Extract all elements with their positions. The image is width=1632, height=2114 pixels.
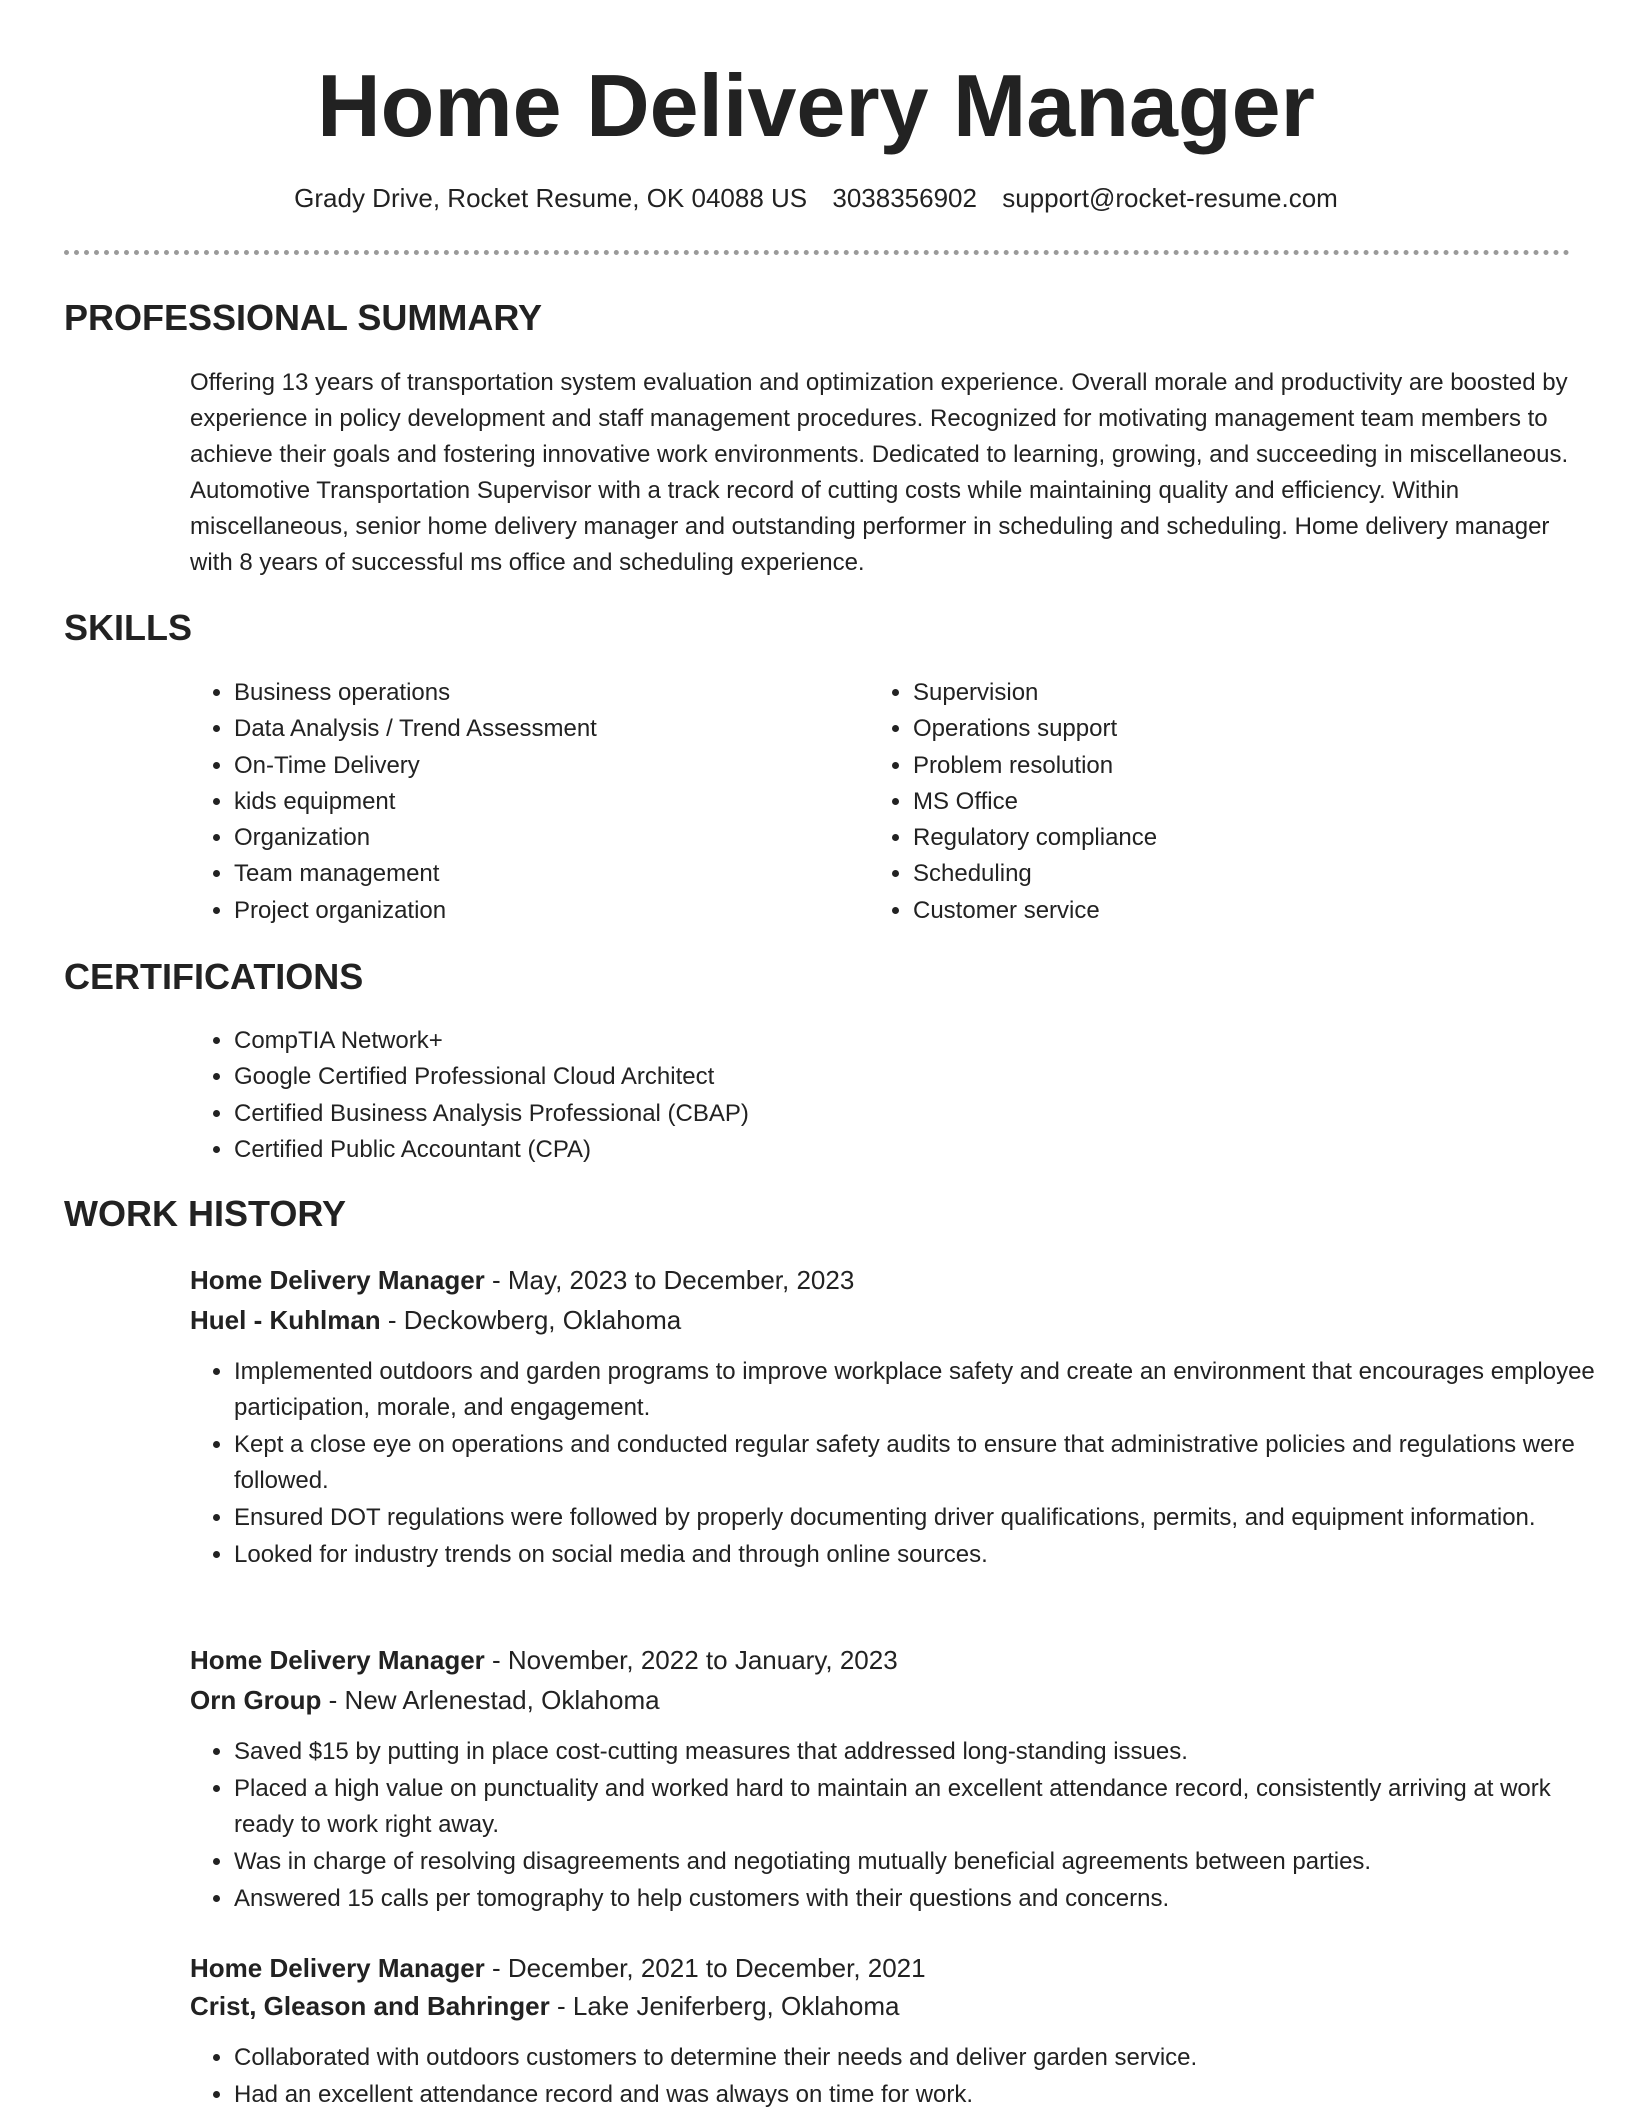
certification-item: • Certified Business Analysis Professional (CBAP) bbox=[234, 1096, 1534, 1132]
job-company: Crist, Gleason and Bahringer bbox=[190, 1991, 550, 2021]
work-history-heading: WORK HISTORY bbox=[64, 1193, 347, 1234]
summary-text: Offering 13 years of transportation system evaluation and optimization experience. Overall morale and productivity are boosted by experience in policy development and staff management procedures. Recognized for motivating management team members to achieve their goals and fostering innovative work environments. Dedicated to learning, growing, and succeeding in miscellaneous. Automotive Transportation Supervisor with a track record of cutting costs while maintaining quality and efficiency. Within miscellaneous, senior home delivery manager and outstanding performer in scheduling and scheduling. Home delivery manager with 8 years of successful ms office and scheduling experience. bbox=[190, 369, 1569, 576]
job-duty-item: • Ensured DOT regulations were followed by properly documenting driver qualifications, permits, and equipment information. bbox=[234, 1500, 1614, 1536]
summary-heading: PROFESSIONAL SUMMARY bbox=[64, 297, 543, 338]
job-title: Home Delivery Manager bbox=[190, 1265, 485, 1295]
skill-item: • Business operations bbox=[234, 675, 854, 711]
contact-email: support@rocket-resume.com bbox=[1002, 183, 1338, 213]
skill-item: • Regulatory compliance bbox=[913, 820, 1533, 856]
skills-heading: SKILLS bbox=[64, 607, 193, 648]
contact-line bbox=[0, 180, 1632, 216]
job-duty-item: • Implemented outdoors and garden programs to improve workplace safety and create an environment that encourages employee participation, morale, and engagement. bbox=[234, 1354, 1614, 1426]
job-duty-item: • Answered 15 calls per tomography to help customers with their questions and concerns. bbox=[234, 1881, 1614, 1917]
certification-item: • Certified Public Accountant (CPA) bbox=[234, 1132, 1534, 1168]
skill-item: • Team management bbox=[234, 856, 854, 892]
job-duty-item: • Looked for industry trends on social media and through online sources. bbox=[234, 1537, 1614, 1573]
job-duty-item: • Kept a close eye on operations and conducted regular safety audits to ensure that administrative policies and regulations were followed. bbox=[234, 1427, 1614, 1499]
job-duties-list bbox=[190, 1354, 1614, 1574]
skill-item: • MS Office bbox=[913, 784, 1533, 820]
job-company-line bbox=[190, 1680, 660, 1720]
skill-item: • Operations support bbox=[913, 711, 1533, 747]
certification-item: • Google Certified Professional Cloud Architect bbox=[234, 1059, 1534, 1095]
job-company-line bbox=[190, 1986, 899, 2026]
skill-item: • Customer service bbox=[913, 893, 1533, 929]
job-company-line bbox=[190, 1300, 681, 1340]
job-duties-list bbox=[190, 2040, 1614, 2114]
skill-item: • Supervision bbox=[913, 675, 1533, 711]
skills-list-left bbox=[190, 675, 854, 929]
job-location: - Lake Jeniferberg, Oklahoma bbox=[549, 1991, 900, 2021]
job-duty-item: • Placed a high value on punctuality and worked hard to maintain an excellent attendance record, consistently arriving at work ready to work right away. bbox=[234, 1771, 1614, 1843]
job-dates: - December, 2021 to December, 2021 bbox=[484, 1953, 926, 1983]
job-title-line bbox=[190, 1948, 926, 1988]
job-company: Huel - Kuhlman bbox=[190, 1305, 381, 1335]
job-duty-item: • Saved $15 by putting in place cost-cutting measures that addressed long-standing issues. bbox=[234, 1734, 1614, 1770]
job-duty-item: • Had an excellent attendance record and was always on time for work. bbox=[234, 2077, 1614, 2113]
job-dates: - November, 2022 to January, 2023 bbox=[484, 1645, 898, 1675]
contact-phone: 3038356902 bbox=[832, 183, 977, 213]
job-location: - Deckowberg, Oklahoma bbox=[380, 1305, 682, 1335]
certification-item: • CompTIA Network+ bbox=[234, 1023, 1534, 1059]
contact-address: Grady Drive, Rocket Resume, OK 04088 US bbox=[294, 183, 808, 213]
job-dates: - May, 2023 to December, 2023 bbox=[484, 1265, 855, 1295]
skill-item: • Problem resolution bbox=[913, 748, 1533, 784]
job-title: Home Delivery Manager bbox=[190, 1645, 485, 1675]
skill-item: • Organization bbox=[234, 820, 854, 856]
job-duties-list bbox=[190, 1734, 1614, 1918]
skill-item: • kids equipment bbox=[234, 784, 854, 820]
skill-item: • Project organization bbox=[234, 893, 854, 929]
header-divider bbox=[64, 250, 1570, 255]
job-location: - New Arlenestad, Oklahoma bbox=[321, 1685, 660, 1715]
certifications-list bbox=[190, 1023, 1534, 1168]
job-duty-item: • Collaborated with outdoors customers to determine their needs and deliver garden service. bbox=[234, 2040, 1614, 2076]
resume-name: Home Delivery Manager bbox=[317, 56, 1315, 155]
job-title-line bbox=[190, 1260, 854, 1300]
skill-item: • Scheduling bbox=[913, 856, 1533, 892]
job-title-line bbox=[190, 1640, 898, 1680]
job-duty-item: • Was in charge of resolving disagreements and negotiating mutually beneficial agreements between parties. bbox=[234, 1844, 1614, 1880]
skill-item: • Data Analysis / Trend Assessment bbox=[234, 711, 854, 747]
skill-item: • On-Time Delivery bbox=[234, 748, 854, 784]
certifications-heading: CERTIFICATIONS bbox=[64, 956, 364, 997]
job-title: Home Delivery Manager bbox=[190, 1953, 485, 1983]
job-company: Orn Group bbox=[190, 1685, 322, 1715]
skills-list-right bbox=[869, 675, 1533, 929]
